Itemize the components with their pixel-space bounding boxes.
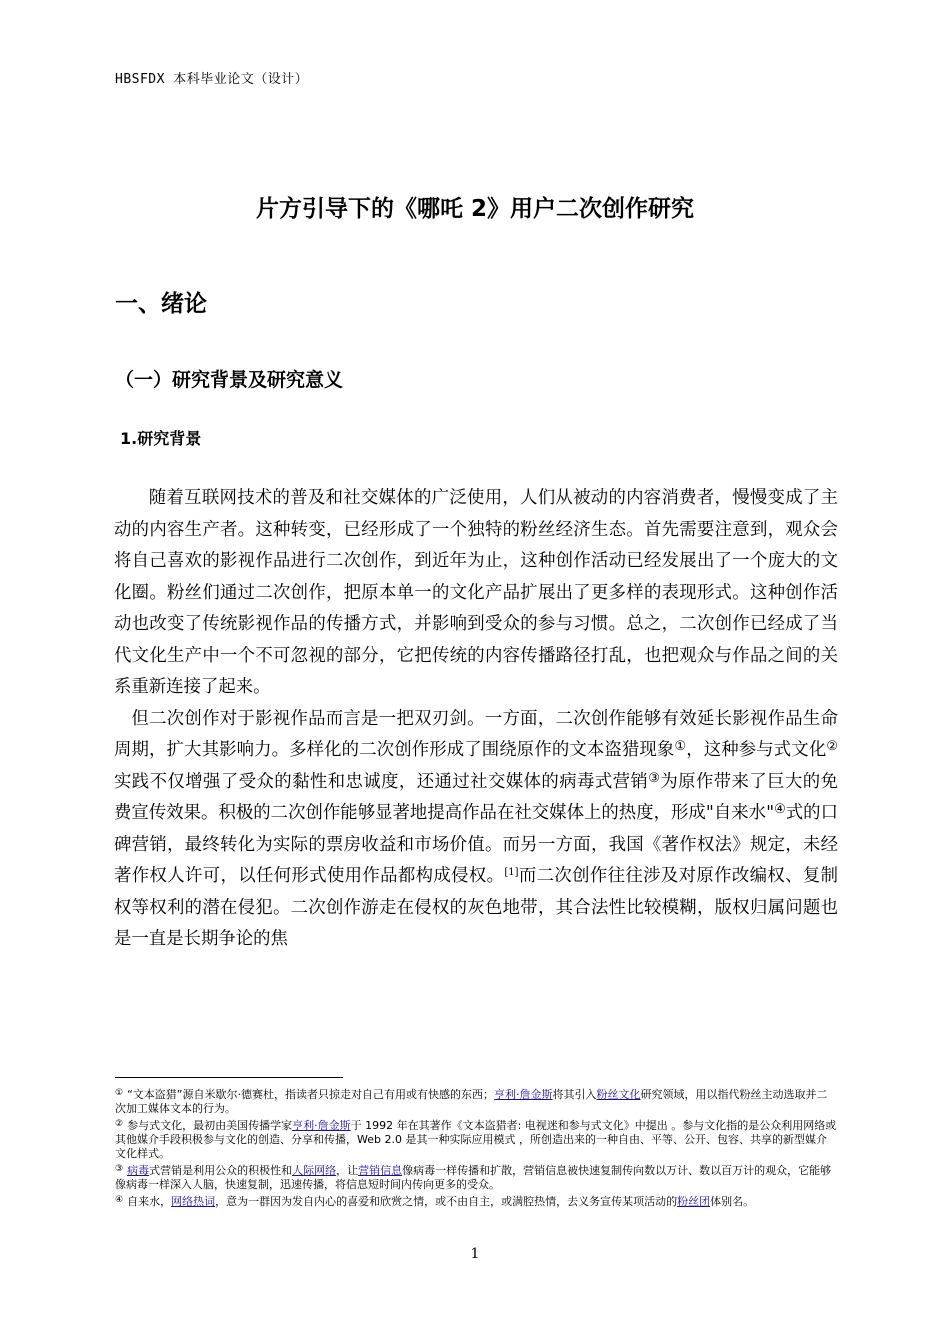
footnote-4 [115,1193,837,1209]
text-run: 式营销是利用公众的积极性和 [149,1164,293,1177]
text-run: 体别名。 [710,1195,755,1208]
section-heading-introduction: 一、绪论 [115,291,207,317]
link-fan-club[interactable]: 粉丝团 [677,1195,711,1208]
footnote-mark: ④ [115,1195,124,1205]
link-marketing-info[interactable]: 营销信息 [358,1164,403,1177]
text-run: ，意为一群因为发自内心的喜爱和欣赏之情，或不由自主，或满腔热情，去义务宣传某项活动的 [215,1195,678,1208]
footnote-2 [115,1117,837,1161]
footnote-ref[interactable]: ① [674,739,687,754]
footnote-mark: ② [115,1119,124,1129]
footnote-separator [115,1077,343,1078]
text-run: ，这种参与式文化 [686,740,827,760]
body-text [114,483,838,956]
paragraph [114,704,838,956]
text-run: 式的口碑营销，最终转化为实际的票房收益和市场价值。而另一方面，我国《著作权法》规定，未经著作权人许可，以任何形式使用作品都构成侵权。 [114,803,838,886]
text-run: 为原作带来了巨大的免费宣传效果。积极的二次创作能够显著地提高作品在社交媒体上的热度，形成"自来水" [114,771,838,823]
citation-ref[interactable]: [1] [504,867,519,878]
text-run: ，让 [336,1164,359,1177]
text-run: 而二次创作往往涉及对原作改编权、复制权等权利的潜在侵犯。二次创作游走在侵权的灰色地带，其合法性比较模糊，版权归属问题也是一直是长期争论的焦 [114,866,838,949]
page-number: 1 [470,1246,480,1262]
text-run: 但二次创作对于影视作品而言是一把双刃剑。一方面，二次创作能够有效延长影视作品生命周期，扩大其影响力。多样化的二次创作形成了围绕原作的文本盗猎现象 [114,708,838,760]
link-virus[interactable]: 病毒 [127,1164,150,1177]
text-run: 将其引入 [552,1088,597,1101]
link-fan-culture[interactable]: 粉丝文化 [596,1088,641,1101]
footnote-mark: ③ [115,1164,124,1174]
paper-title: 片方引导下的《哪吒 2》用户二次创作研究 [255,196,694,222]
paragraph: 随着互联网技术的普及和社交媒体的广泛使用，人们从被动的内容消费者，慢慢变成了主动的内容生产者。这种转变，已经形成了一个独特的粉丝经济生态。首先需要注意到，观众会将自己喜欢的影视作品进行二次创作，到近年为止，这种创作活动已经发展出了一个庞大的文化圈。粉丝们通过二次创作，把原本单一的文化产品扩展出了更多样的表现形式。这种创作活动也改变了传统影视作品的传播方式，并影响到受众的参与习惯。总之，二次创作已经成了当代文化生产中一个不可忽视的部分，它把传统的内容传播路径打乱，也把观众与作品之间的关系重新连接了起来。 [114,488,838,697]
footnote-ref[interactable]: ④ [774,802,786,817]
link-henry-jenkins[interactable]: 亨利·詹金斯 [292,1119,351,1132]
footnotes [115,1086,837,1210]
text-run: 实践不仅增强了受众的黏性和忠诚度，还通过社交媒体的病毒式营销 [114,771,649,792]
running-header: HBSFDX 本科毕业论文（设计） [115,72,309,87]
footnote-mark: ① [115,1088,124,1098]
subsubsection-heading-research-background: 1.研究背景 [120,429,202,448]
footnote-ref[interactable]: ③ [648,770,661,786]
footnote-1 [115,1086,837,1116]
text-run: 参与式文化，最初由美国传播学家 [127,1119,293,1132]
text-run: “文本盗猎”源自米歇尔·德赛杜，指读者只掠走对自己有用或有快感的东西； [127,1088,494,1101]
link-internet-buzzword[interactable]: 网络热词 [171,1195,216,1208]
text-run: 像病毒一样传播和扩散，营销信息被快速复制传向数以万计、数以百万计的观众，它能够像病毒一样深入人脑，快速复制，迅速传播，将信息短时间内传向更多的受众。 [115,1164,832,1191]
subsection-heading-background-significance: （一）研究背景及研究意义 [115,369,344,391]
footnote-3 [115,1162,837,1192]
text-run: 自来水， [127,1195,172,1208]
link-interpersonal-network[interactable]: 人际网络 [292,1164,337,1177]
text-run: 于 1992 年在其著作《文本盗猎者: 电视迷和参与式文化》中提出 。参与文化指的是公众利用网络或其他媒介手段积极参与文化的创造、分享和传播，Web 2.0 是其一种实际应用模式 ，所创造出来的一种自由、平等、公开、包容、共享的新型媒介文化样式。 [115,1119,837,1160]
text-run: 研究领域，用以指代粉丝主动选取并二次加工媒体文本的行为。 [115,1088,828,1115]
footnote-ref[interactable]: ② [826,739,838,754]
link-henry-jenkins[interactable]: 亨利·詹金斯 [493,1088,553,1101]
